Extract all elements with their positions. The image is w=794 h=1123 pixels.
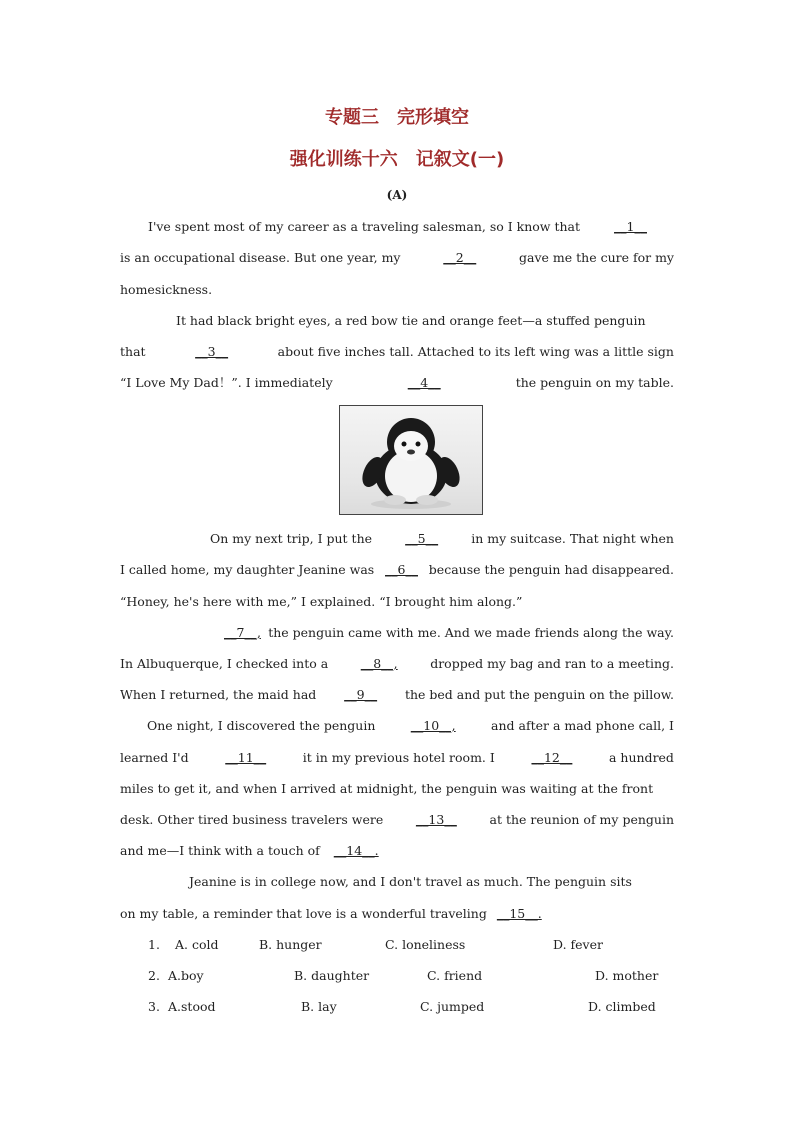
passage-line: On my next trip, I put the __5__ in my suitcase. That night when (210, 531, 674, 546)
blank-9[interactable]: __9__ (344, 687, 378, 702)
option-d[interactable]: D. mother (595, 968, 659, 983)
option-number: 3. (148, 999, 160, 1014)
blank-15[interactable]: __15__. (496, 906, 542, 921)
penguin-photo (339, 405, 483, 515)
passage-line: miles to get it, and when I arrived at midnight, the penguin was waiting at the front (120, 781, 654, 796)
passage-line: Jeanine is in college now, and I don't travel as much. The penguin sits (189, 874, 632, 889)
passage-line: __7__, the penguin came with me. And we made friends along the way. (120, 625, 674, 641)
blank-12[interactable]: __12__ (531, 750, 573, 765)
blank-7[interactable]: __7__, (224, 625, 261, 640)
option-b[interactable]: B. hunger (259, 937, 322, 952)
passage-line: I called home, my daughter Jeanine was __6__ because the penguin had disappeared. (120, 562, 674, 577)
topic-title: 专题三 完形填空 (325, 107, 469, 128)
passage-line: “I Love My Dad！”. I immediately __4__ the penguin on my table. (120, 375, 674, 390)
blank-5[interactable]: __5__ (405, 531, 439, 546)
blank-10[interactable]: __10__, (410, 718, 456, 733)
passage-line: that __3__ about five inches tall. Attached to its left wing was a little sign (120, 344, 674, 359)
passage-line: When I returned, the maid had __9__ the bed and put the penguin on the pillow. (120, 687, 674, 702)
blank-1[interactable]: __1__ (614, 219, 647, 234)
option-number: 2. (148, 968, 160, 983)
blank-2[interactable]: __2__ (443, 250, 477, 265)
option-b[interactable]: B. lay (301, 999, 337, 1014)
blank-11[interactable]: __11__ (225, 750, 267, 765)
section-label: (A) (386, 188, 408, 202)
passage-line: desk. Other tired business travelers were __13__ at the reunion of my penguin (120, 812, 674, 827)
blank-8[interactable]: __8__, (360, 656, 398, 671)
blank-6[interactable]: __6__ (385, 562, 418, 577)
option-c[interactable]: C. jumped (420, 999, 485, 1014)
option-b[interactable]: B. daughter (294, 968, 370, 983)
option-c[interactable]: C. friend (427, 968, 483, 983)
passage-line: homesickness. (120, 282, 213, 297)
passage-line: is an occupational disease. But one year, my __2__ gave me the cure for my (120, 250, 674, 265)
option-a[interactable]: A. cold (175, 937, 219, 952)
passage-line: I've spent most of my career as a traveling salesman, so I know that __1__ (120, 219, 674, 235)
option-d[interactable]: D. fever (553, 937, 603, 952)
passage-line: and me—I think with a touch of __14__. (120, 843, 674, 859)
blank-3[interactable]: __3__ (195, 344, 229, 359)
training-title: 强化训练十六 记叙文(一) (289, 149, 505, 170)
blank-4[interactable]: __4__ (407, 375, 441, 390)
option-d[interactable]: D. climbed (588, 999, 656, 1014)
passage-line: learned I'd __11__ it in my previous hotel room. I __12__ a hundred (120, 750, 674, 765)
passage-line: “Honey, he's here with me,” I explained. “I brought him along.” (120, 594, 523, 609)
blank-14[interactable]: __14__. (333, 843, 379, 858)
option-number: 1. (148, 937, 160, 952)
passage-line: on my table, a reminder that love is a wonderful traveling __15__. (120, 906, 674, 922)
passage-line: One night, I discovered the penguin __10__, and after a mad phone call, I (147, 718, 674, 733)
blank-13[interactable]: __13__ (415, 812, 457, 827)
passage-line: In Albuquerque, I checked into a __8__, dropped my bag and ran to a meeting. (120, 656, 674, 671)
passage-line: It had black bright eyes, a red bow tie and orange feet—a stuffed penguin (176, 313, 646, 328)
option-a[interactable]: A.stood (168, 999, 216, 1014)
penguin-illustration (340, 406, 482, 514)
option-c[interactable]: C. loneliness (385, 937, 466, 952)
option-a[interactable]: A.boy (168, 968, 204, 983)
